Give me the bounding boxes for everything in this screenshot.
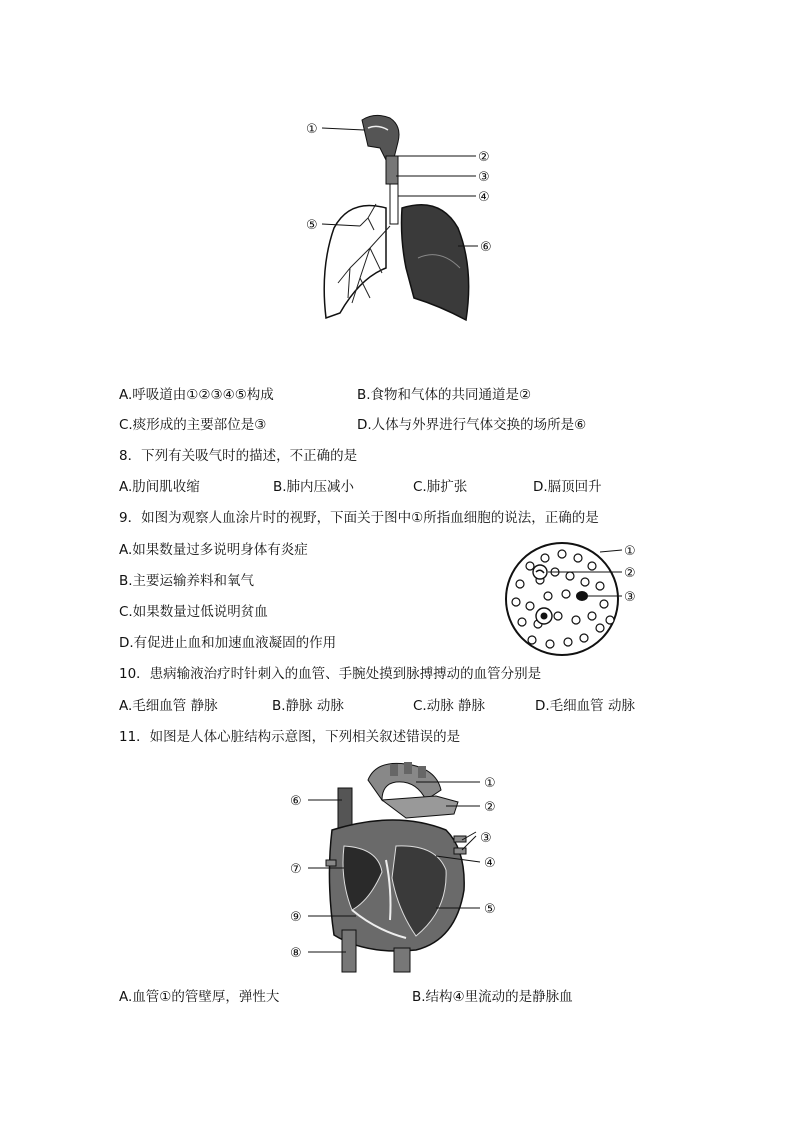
marker-5: ⑤: [306, 218, 318, 233]
heart-marker-1: ①: [484, 776, 496, 791]
smear-marker-1: ①: [624, 544, 636, 559]
blood-smear-diagram: [500, 536, 650, 666]
marker-3: ③: [478, 170, 490, 185]
heart-marker-3: ③: [480, 831, 492, 846]
q8-stem: 8．下列有关吸气时的描述，不正确的是: [119, 448, 358, 464]
heart-marker-9: ⑨: [290, 910, 302, 925]
marker-2: ②: [478, 150, 490, 165]
q7-option-c: C.痰形成的主要部位是③: [119, 417, 267, 433]
heart-marker-6: ⑥: [290, 794, 302, 809]
q8-option-b: B.肺内压减小: [273, 479, 355, 495]
marker-4: ④: [478, 190, 490, 205]
q9-option-a: A.如果数量过多说明身体有炎症: [119, 542, 308, 558]
heart-diagram: [286, 760, 518, 980]
q9-option-b: B.主要运输养料和氧气: [119, 573, 255, 589]
smear-marker-3: ③: [624, 590, 636, 605]
q11-option-a: A.血管①的管壁厚，弹性大: [119, 989, 280, 1005]
q8-option-a: A.肋间肌收缩: [119, 479, 200, 495]
heart-figure: [286, 760, 518, 980]
q7-option-b: B.食物和气体的共同通道是②: [357, 387, 532, 403]
q8-option-c: C.肺扩张: [413, 479, 468, 495]
respiratory-diagram: [290, 108, 520, 333]
heart-marker-8: ⑧: [290, 946, 302, 961]
heart-marker-2: ②: [484, 800, 496, 815]
q11-stem: 11．如图是人体心脏结构示意图，下列相关叙述错误的是: [119, 729, 461, 745]
q9-option-c: C.如果数量过低说明贫血: [119, 604, 268, 620]
marker-1: ①: [306, 122, 318, 137]
q10-option-a: A.毛细血管 静脉: [119, 698, 218, 714]
respiratory-system-figure: [290, 108, 520, 333]
q10-option-b: B.静脉 动脉: [272, 698, 344, 714]
q10-stem: 10．患病输液治疗时针刺入的血管、手腕处摸到脉搏搏动的血管分别是: [119, 666, 542, 682]
q8-option-d: D.膈顶回升: [533, 479, 602, 495]
q10-option-c: C.动脉 静脉: [413, 698, 486, 714]
heart-marker-7: ⑦: [290, 862, 302, 877]
q7-option-d: D.人体与外界进行气体交换的场所是⑥: [357, 417, 587, 433]
blood-smear-figure: [500, 536, 650, 666]
q7-option-a: A.呼吸道由①②③④⑤构成: [119, 387, 274, 403]
heart-marker-5: ⑤: [484, 902, 496, 917]
smear-marker-2: ②: [624, 566, 636, 581]
q10-option-d: D.毛细血管 动脉: [535, 698, 635, 714]
marker-6: ⑥: [480, 240, 492, 255]
q11-option-b: B.结构④里流动的是静脉血: [412, 989, 573, 1005]
heart-marker-4: ④: [484, 856, 496, 871]
q9-stem: 9．如图为观察人血涂片时的视野，下面关于图中①所指血细胞的说法，正确的是: [119, 510, 599, 526]
q9-option-d: D.有促进止血和加速血液凝固的作用: [119, 635, 337, 651]
